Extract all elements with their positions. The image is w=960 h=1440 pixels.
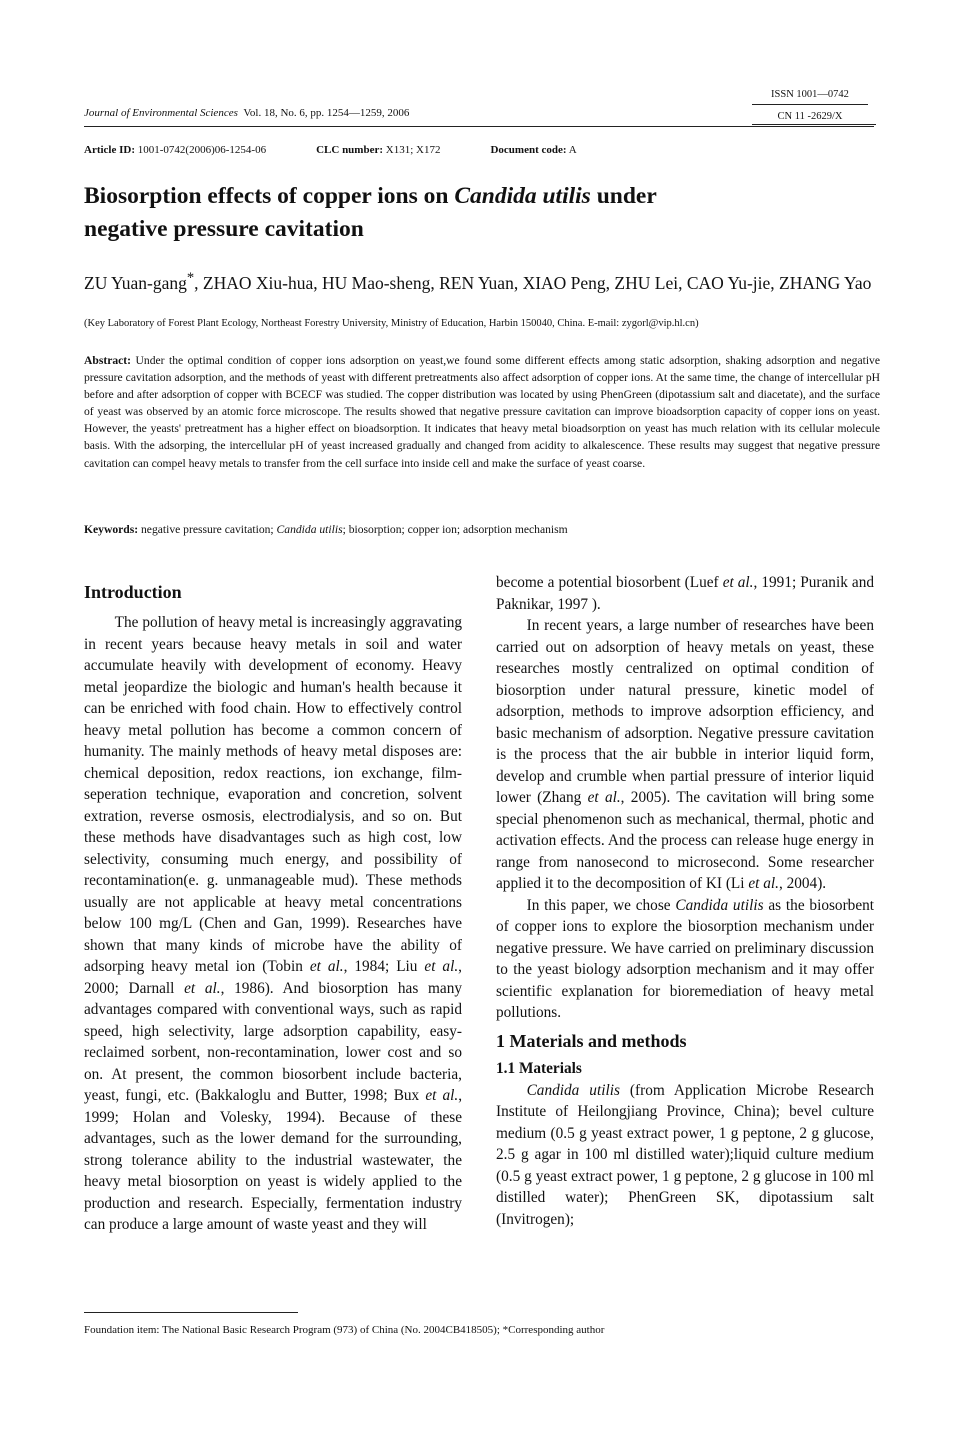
journal-citation — [84, 107, 409, 119]
issn-rule — [752, 104, 868, 105]
keywords-text: ; biosorption; copper ion; adsorption mechanism — [342, 523, 568, 536]
subsection-heading-materials: 1.1 Materials — [496, 1060, 582, 1077]
right-column — [496, 572, 874, 1230]
intro-paragraph-1-continued: become a potential biosorbent (Luef et al., 1991; Puranik and Paknikar, 1997 ). — [496, 574, 874, 613]
keywords-label: Keywords: — [84, 523, 139, 536]
first-author: ZU Yuan-gang — [84, 272, 187, 293]
clc-label: CLC number: — [316, 144, 384, 156]
intro-paragraph-1: The pollution of heavy metal is increasingly aggravating in recent years because heavy metals in soil and water accumulate heavily with development of economy. Heavy metal jeopardize the biologic and human's health because it can be enriched with food chain. How to effectively control heavy metal pollution has become a common concern of humanity. The mainly methods of heavy metal disposes are: chemical deposition, redox reactions, ion exchange, film-seperation technique, evaporation and concretion, solvent extration, reverse osmosis, electrodialysis, and so on. But these methods have disadvantages such as high cost, low selectivity, consuming much energy, and possibility of recontamination(e. g. unmanageable mud). These methods usually are not applicable at heavy metal concentrations below 100 mg/L (Chen and Gan, 1999). Researches have shown that many kinds of microbe have the ability of adsorping heavy metal ion (Tobin et al., 1984; Liu et al., 2000; Darnall et al., 1986). And biosorption has many advantages compared with conventional ways, such as rapid speed, high selectivity, large adsorption capability, easy-reclaimed sorbent, non-recontamination, lower cost and so on. At present, the common biosorbent include bacteria, yeast, fungi, etc. (Bakkaloglu and Butter, 1998; Bux et al., 1999; Holan and Volesky, 1994). Because of these advantages, such as the lower demand for the surrounding, strong tolerance ability to the industrial wastewater, the heavy metal biosorption on yeast is widely applied to the production and research. Especially, fermentation industry can produce a large amount of waste yeast and they will — [84, 614, 463, 1233]
article-id: 1001-0742(2006)06-1254-06 — [137, 144, 267, 156]
title-species: Candida utilis — [454, 183, 591, 209]
co-authors: , ZHAO Xiu-hua, HU Mao-sheng, REN Yuan, XIAO Peng, ZHU Lei, CAO Yu-jie, ZHANG Yao — [194, 272, 872, 293]
abstract-text: Under the optimal condition of copper ions adsorption on yeast,we found some different effects among static adsorption, shaking adsorption and negative pressure cavitation adsorption, and the methods of yeast with different pretreatments also affect adsorption of copper ions. At the same time, the change of intercellular pH before and after adsorption of copper with BCECF was studied. The copper distribution was located by using PhenGreen (dipotassium salt and diacetate), and the surface of yeast was observed by an atomic force microscope. The results showed that negative pressure cavitation can improve bioadsorption capacity of copper ions on yeast. However, the yeasts' pretreatment has a higher effect on bioadsorption. It indicates that heavy metal bioadsorption on yeast has much relation with its cellular molecule basis. With the adsorping, the intercellular pH of yeast increased gradually and changed from acidity to alkalescence. These results may suggest that negative pressure cavitation can compel heavy metals to transfer from the cell surface into inside cell and make the surface of yeast coarse. — [84, 354, 881, 470]
clc-number: X131; X172 — [385, 144, 441, 156]
affiliation: (Key Laboratory of Forest Plant Ecology, Northeast Forestry University, Ministry of Education, Harbin 150040, China. E-mail: zygorl@vip.hl.cn) — [84, 318, 699, 329]
footnote: Foundation item: The National Basic Research Program (973) of China (No. 2004CB418505); *Corresponding author — [84, 1324, 605, 1336]
keywords — [84, 523, 880, 536]
intro-paragraph-2: In recent years, a large number of researches have been carried out on adsorption of heavy metals on yeast, these researches mostly centralized on optimal condition of biosorption under natural pressure, kinetic model of adsorption, methods to improve adsorption efficiency, and basic mechanism of adsorption. Negative pressure cavitation is the process that the air bubble in interior liquid form, develop and crumble when partial pressure of interior liquid lower (Zhang et al., 2005). The cavitation will bring some special phenomenon such as mechanical, thermal, photic and activation effects. And the process can release huge energy in range from nanosecond to microsecond. Some researcher applied it to the decomposition of KI (Li et al., 2004). — [496, 617, 874, 892]
journal-name: Journal of Environmental Sciences — [84, 107, 238, 119]
doc-code-label: Document code: — [490, 144, 567, 156]
corresponding-mark: * — [186, 270, 195, 286]
section-heading-materials-methods: 1 Materials and methods — [496, 1030, 687, 1051]
article-id-label: Article ID: — [84, 144, 136, 156]
title-part: Biosorption effects of copper ions on — [84, 183, 455, 209]
paper-title — [84, 180, 864, 246]
author-list — [84, 266, 884, 295]
doc-code: A — [568, 144, 577, 156]
section-heading-introduction: Introduction — [84, 582, 182, 602]
journal-volume-info: Vol. 18, No. 6, pp. 1254—1259, 2006 — [243, 107, 410, 119]
keywords-species: Candida utilis — [276, 523, 343, 536]
keywords-text: negative pressure cavitation; — [138, 523, 277, 536]
article-meta — [84, 144, 577, 156]
cn-rule — [752, 124, 876, 125]
issn-number: ISSN 1001—0742 — [771, 89, 849, 100]
left-column — [84, 612, 462, 1236]
cn-number: CN 11 -2629/X — [777, 111, 843, 122]
abstract — [84, 352, 880, 472]
intro-paragraph-3: In this paper, we chose Candida utilis as the biosorbent of copper ions to explore the biosorption mechanism under negative pressure. We have carried on preliminary discussion to the yeast biology adsorption mechanism and it may offer scientific explanation for bioremediation of heavy metal pollutions. — [496, 896, 875, 1021]
header-rule — [84, 126, 874, 127]
title-line2: negative pressure cavitation — [84, 216, 364, 242]
footnote-rule — [84, 1312, 298, 1313]
abstract-label: Abstract: — [84, 354, 132, 367]
materials-paragraph: Candida utilis (from Application Microbe Research Institute of Heilongjiang Province, China); bevel culture medium (0.5 g yeast extract power, 1 g peptone, 2 g glucose, 2.5 g agar in 100 ml distilled water);liquid culture medium (0.5 g yeast extract power, 1 g peptone, 2 g glucose in 100 ml distilled water); PhenGreen SK, dipotassium salt (Invitrogen); — [496, 1081, 874, 1228]
title-part: under — [590, 183, 657, 209]
